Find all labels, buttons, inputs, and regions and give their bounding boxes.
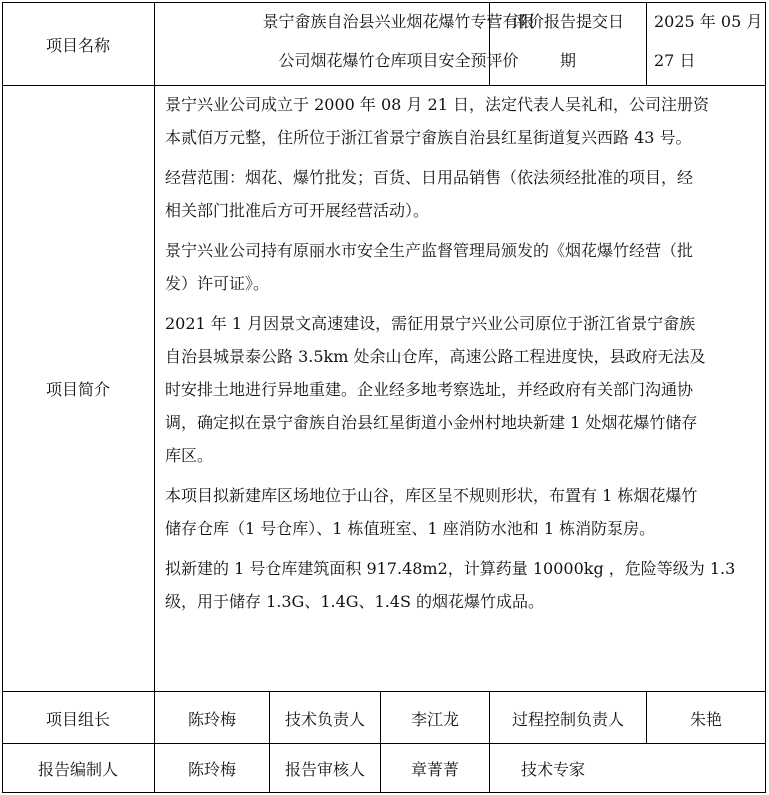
intro-line: 景宁兴业公司成立于 2000 年 08 月 21 日，法定代表人吴礼和，公司注册资: [165, 95, 709, 114]
intro-line: 发）许可证》。: [165, 274, 270, 293]
project-name-label: 项目名称: [45, 35, 110, 55]
intro-line: 相关部门批准后方可开展经营活动）。: [165, 201, 430, 220]
submit-date-label-line1: 评价报告提交日: [511, 12, 624, 31]
project-intro-text: [165, 88, 760, 618]
project-intro-label: 项目简介: [45, 380, 110, 399]
process-lead-name: 朱艳: [689, 709, 722, 729]
intro-line: 自治县城景泰公路 3.5km 处余山仓库，高速公路工程进度快，县政府无法及: [165, 347, 706, 366]
intro-line: 2021 年 1 月因景文高速建设，需征用景宁兴业公司原位于浙江省景宁畲族: [165, 314, 696, 333]
tech-lead-label: 技术负责人: [284, 709, 365, 729]
author-label: 报告编制人: [37, 760, 118, 779]
reviewer-name: 章菁菁: [410, 760, 459, 779]
leader-label: 项目组长: [45, 709, 110, 729]
intro-line: 经营范围：烟花、爆竹批发；百货、日用品销售（依法须经批准的项目，经: [165, 168, 694, 187]
expert-name: [616, 744, 764, 793]
submit-date-label-line2: 期: [559, 51, 576, 70]
intro-line: 调，确定拟在景宁畲族自治县红星街道小金州村地块新建 1 处烟花爆竹储存: [165, 413, 698, 432]
intro-line: 拟新建的 1 号仓库建筑面积 917.48m2，计算药量 10000kg ，危险等级为 1.3: [165, 559, 736, 578]
submit-date-line1: 2025 年 05 月: [654, 12, 763, 31]
submit-date-line2: 27 日: [654, 51, 696, 70]
intro-line: 时安排土地进行异地重建。企业经多地考察选址，并经政府有关部门沟通协: [165, 380, 694, 399]
project-name-line1: 景宁畲族自治县兴业烟花爆竹专营有限: [262, 12, 535, 31]
project-name-line2: 公司烟花爆竹仓库项目安全预评价: [278, 51, 519, 70]
intro-line: 本项目拟新建库区场地位于山谷，库区呈不规则形状，布置有 1 栋烟花爆竹: [165, 486, 698, 505]
reviewer-label: 报告审核人: [284, 760, 365, 779]
intro-line: 本贰佰万元整，住所位于浙江省景宁畲族自治县红星街道复兴西路 43 号。: [165, 128, 692, 147]
intro-line: 储存仓库（1 号仓库）、1 栋值班室、1 座消防水池和 1 栋消防泵房。: [165, 519, 656, 538]
tech-lead-name: 李江龙: [410, 709, 459, 729]
process-lead-label: 过程控制负责人: [511, 709, 624, 729]
leader-name: 陈玲梅: [187, 709, 236, 729]
intro-line: 级，用于储存 1.3G、1.4G、1.4S 的烟花爆竹成品。: [165, 592, 545, 611]
author-name: 陈玲梅: [187, 760, 236, 779]
intro-line: 景宁兴业公司持有原丽水市安全生产监督管理局颁发的《烟花爆竹经营（批: [165, 241, 694, 260]
intro-line: 库区。: [165, 446, 214, 465]
expert-label: 技术专家: [520, 760, 585, 779]
